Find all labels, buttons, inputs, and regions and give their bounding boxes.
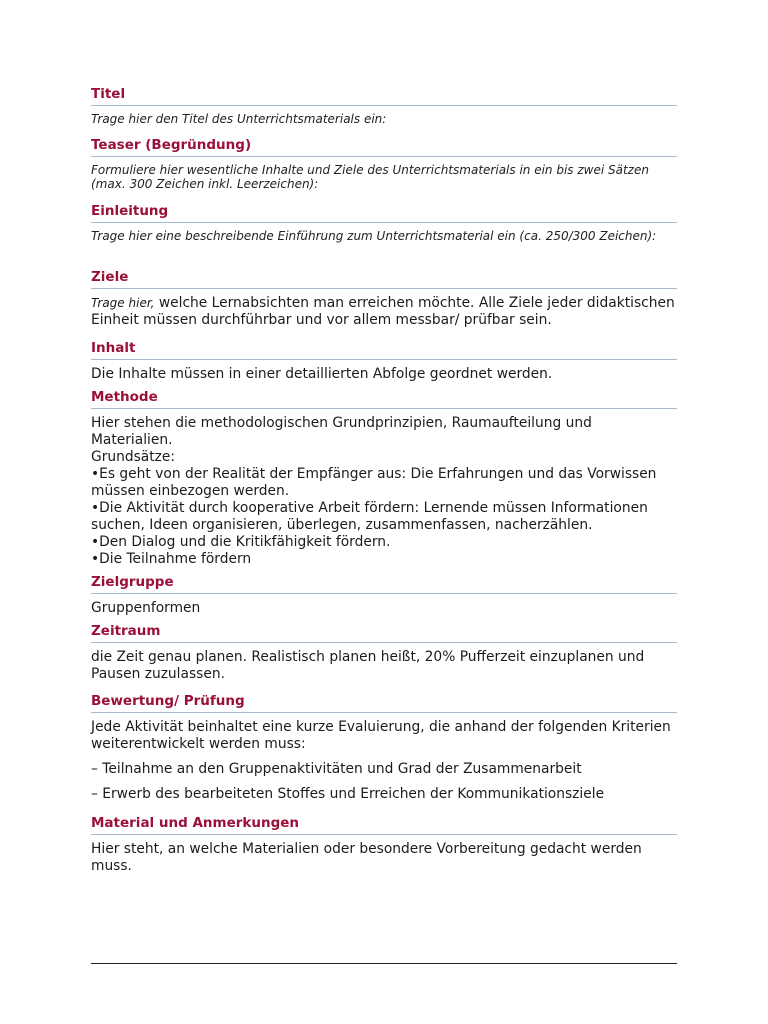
- section-text: [91, 415, 677, 568]
- section-material: [91, 814, 677, 875]
- bullet-item: •Den Dialog und die Kritikfähigkeit fördern.: [91, 534, 391, 550]
- bullet-item: •Es geht von der Realität der Empfänger aus: Die Erfahrungen und das Vorwissen müssen einbezogen werden.: [91, 466, 657, 499]
- section-zeitraum: [91, 622, 677, 683]
- criteria-item: – Teilnahme an den Gruppenaktivitäten und Grad der Zusammenarbeit: [91, 761, 582, 777]
- section-ziele: [91, 268, 677, 329]
- instruction-note: Formuliere hier wesentliche Inhalte und Ziele des Unterrichtsmaterials in ein bis zwei Sätzen (max. 300 Zeichen inkl. Leerzeichen):: [91, 163, 649, 191]
- bullet-item: •Die Teilnahme fördern: [91, 551, 252, 567]
- section-text: [91, 719, 677, 803]
- section-text-rest: welche Lernabsichten man erreichen möchte. Alle Ziele jeder didaktischen Einheit müssen durchführbar und vor allem messbar/ prüfbar sein.: [91, 295, 675, 328]
- section-teaser: [91, 136, 677, 191]
- section-bewertung: [91, 692, 677, 803]
- instruction-note: Trage hier den Titel des Unterrichtsmaterials ein:: [91, 112, 387, 126]
- section-text: die Zeit genau planen. Realistisch planen heißt, 20% Pufferzeit einzuplanen und Pausen zuzulassen.: [91, 649, 645, 682]
- section-heading: Bewertung/ Prüfung: [91, 692, 677, 713]
- section-heading: Titel: [91, 85, 677, 106]
- criteria-item: – Erwerb des bearbeiteten Stoffes und Erreichen der Kommunikationsziele: [91, 786, 605, 802]
- instruction-note: Trage hier eine beschreibende Einführung zum Unterrichtsmaterial ein (ca. 250/300 Zeichen):: [91, 229, 657, 243]
- section-text: Hier steht, an welche Materialien oder besondere Vorbereitung gedacht werden muss.: [91, 841, 642, 874]
- section-titel: [91, 85, 677, 126]
- text-line: Grundsätze:: [91, 449, 176, 465]
- section-inhalt: [91, 339, 677, 383]
- section-einleitung: [91, 202, 677, 243]
- paragraph: Jede Aktivität beinhaltet eine kurze Evaluierung, die anhand der folgenden Kriterien weiterentwickelt werden muss:: [91, 719, 671, 752]
- section-heading: Zielgruppe: [91, 573, 677, 594]
- section-heading: Einleitung: [91, 202, 677, 223]
- section-text: [91, 295, 677, 329]
- section-text: Die Inhalte müssen in einer detaillierten Abfolge geordnet werden.: [91, 366, 553, 382]
- section-zielgruppe: [91, 573, 677, 617]
- footer-divider: [91, 963, 677, 964]
- section-heading: Zeitraum: [91, 622, 677, 643]
- section-heading: Methode: [91, 388, 677, 409]
- italic-lead: Trage hier,: [91, 296, 155, 310]
- bullet-item: •Die Aktivität durch kooperative Arbeit fördern: Lernende müssen Informationen suchen, Ideen organisieren, überlegen, zusammenfassen, nacherzählen.: [91, 500, 648, 533]
- section-heading: Material und Anmerkungen: [91, 814, 677, 835]
- section-methode: [91, 388, 677, 568]
- section-heading: Teaser (Begründung): [91, 136, 677, 157]
- section-text: Gruppenformen: [91, 600, 201, 616]
- section-heading: Inhalt: [91, 339, 677, 360]
- section-heading: Ziele: [91, 268, 677, 289]
- text-line: Hier stehen die methodologischen Grundprinzipien, Raumaufteilung und Materialien.: [91, 415, 592, 448]
